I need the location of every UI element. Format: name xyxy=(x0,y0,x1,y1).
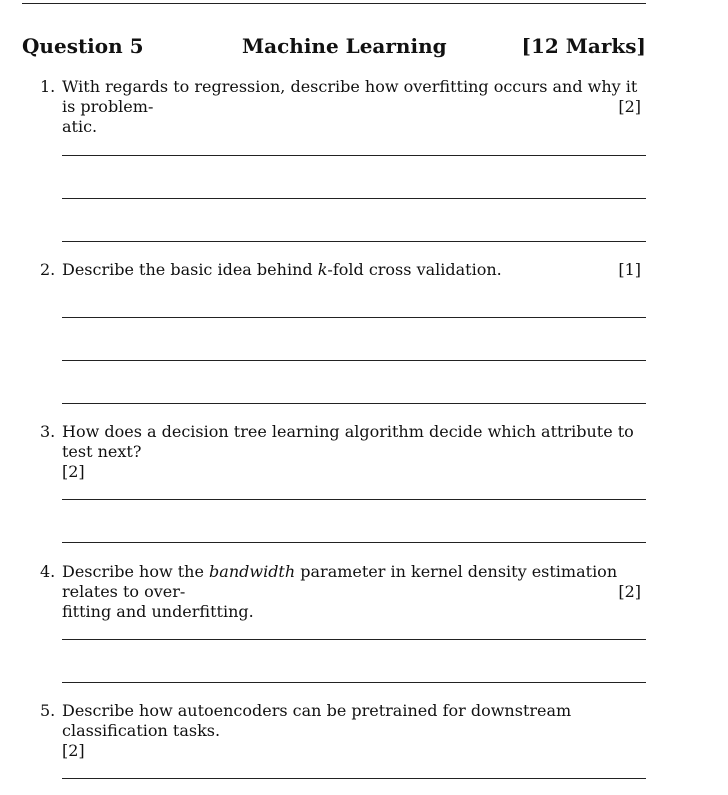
question-number: Question 5 xyxy=(22,34,144,58)
answer-line[interactable] xyxy=(62,542,646,543)
answer-line[interactable] xyxy=(62,403,646,404)
question-topic: Machine Learning xyxy=(242,34,447,58)
question-item-text: With regards to regression, describe how overfitting occurs and why it is problem- xyxy=(62,77,638,116)
question-item-marks: [2] xyxy=(618,97,641,116)
math-variable: k xyxy=(317,260,328,279)
question-item-4 xyxy=(40,562,646,621)
question-item-marks: [2] xyxy=(618,582,641,601)
question-item-2 xyxy=(40,260,646,282)
answer-line[interactable] xyxy=(62,155,646,156)
answer-line[interactable] xyxy=(62,198,646,199)
question-text-segment: Describe how the xyxy=(62,562,210,581)
question-item-body xyxy=(62,701,646,761)
question-item-number: 4. xyxy=(40,562,56,581)
question-item-body xyxy=(62,422,646,482)
answer-line[interactable] xyxy=(62,241,646,242)
question-text-segment: -fold cross validation. xyxy=(327,260,502,279)
question-item-text-cont: fitting and underfitting. xyxy=(62,602,254,621)
question-item-number: 3. xyxy=(40,422,56,441)
question-text-segment: Describe the basic idea behind xyxy=(62,260,318,279)
question-item-marks: [2] xyxy=(62,462,85,481)
emphasized-term: bandwidth xyxy=(209,562,296,581)
answer-line[interactable] xyxy=(62,317,646,318)
question-item-text-cont: atic. xyxy=(62,117,98,136)
top-rule xyxy=(22,3,646,4)
answer-line[interactable] xyxy=(62,360,646,361)
answer-line[interactable] xyxy=(62,778,646,779)
question-item-text: Describe how autoencoders can be pretrained for downstream classification tasks. xyxy=(62,701,572,740)
question-item-marks: [1] xyxy=(618,260,641,279)
question-item-body xyxy=(62,77,646,137)
question-text-segment: parameter in kernel density estimation relates to over- xyxy=(62,562,618,601)
question-item-marks: [2] xyxy=(62,741,85,760)
question-item-3 xyxy=(40,422,646,481)
question-item-number: 2. xyxy=(40,260,56,279)
question-item-body xyxy=(62,260,646,280)
answer-line[interactable] xyxy=(62,639,646,640)
question-header xyxy=(22,34,646,64)
question-item-text xyxy=(62,260,646,280)
question-item-text xyxy=(62,562,646,602)
answer-line[interactable] xyxy=(62,499,646,500)
question-total-marks: [12 Marks] xyxy=(521,34,646,58)
question-item-1 xyxy=(40,77,646,136)
question-item-5 xyxy=(40,701,646,760)
answer-line[interactable] xyxy=(62,682,646,683)
question-item-number: 5. xyxy=(40,701,56,720)
question-item-body xyxy=(62,562,646,622)
question-item-number: 1. xyxy=(40,77,56,96)
question-item-text: How does a decision tree learning algorithm decide which attribute to test next? xyxy=(62,422,634,461)
